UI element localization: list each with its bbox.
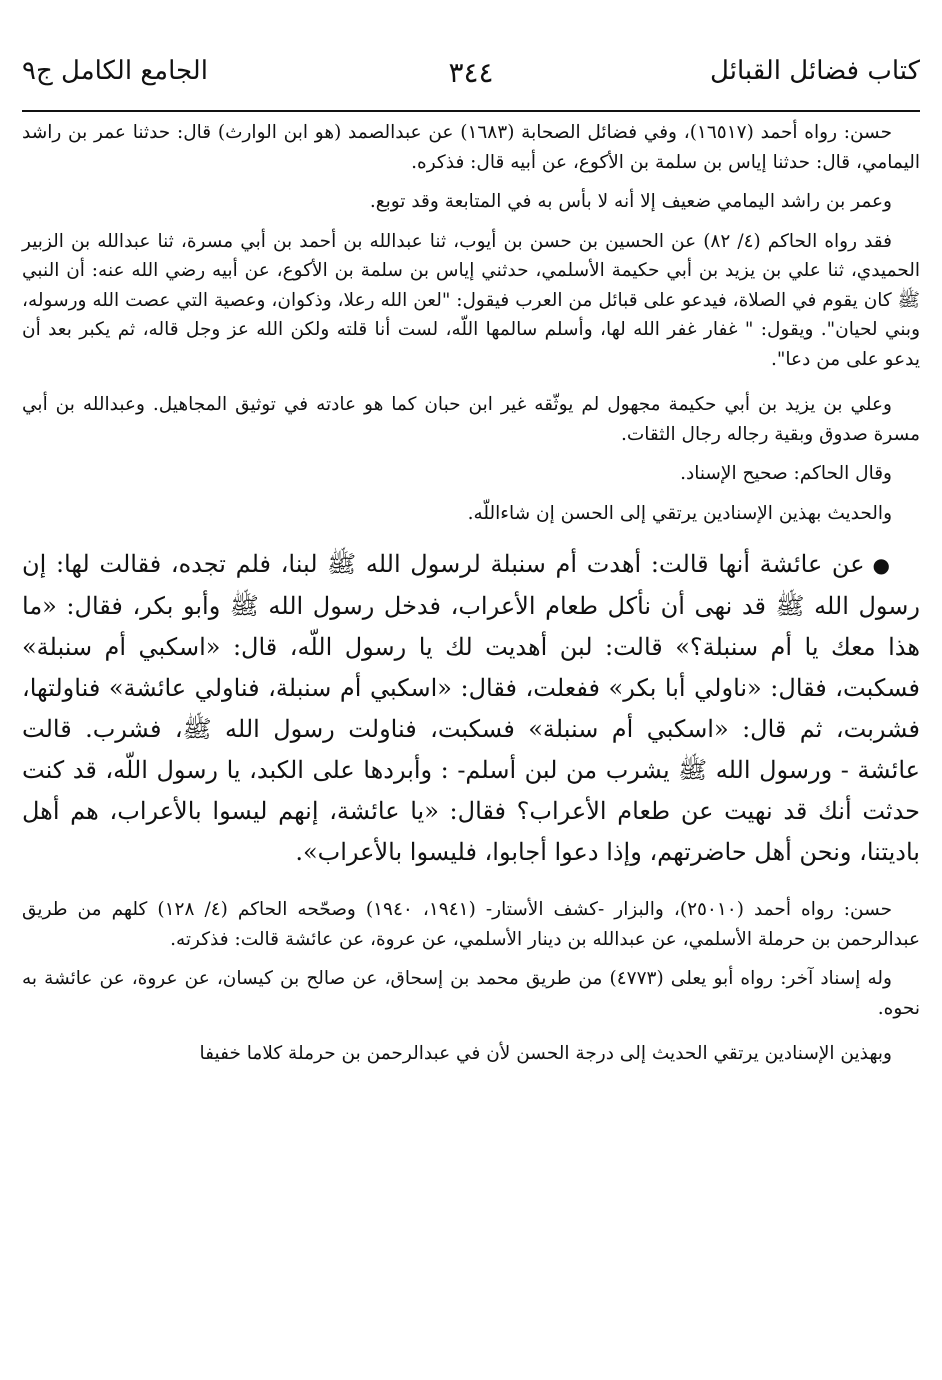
final-conclusion (22, 1039, 920, 1069)
narrator-paragraph: وعمر بن راشد اليمامي ضعيف إلا أنه لا بأس به في المتابعة وقد توبع. (369, 191, 892, 212)
other-isnad (22, 964, 920, 1023)
takhrij-paragraph-2: حسن: رواه أحمد (٢٥٠١٠)، والبزار -كشف الأستار- (١٩٤١، ١٩٤٠) وصحّحه الحاكم (٤/ ١٢٨) كلهم من طريق عبدالرحمن بن حرملة الأسلمي، عن عبدالله بن دينار الأسلمي، عن عروة، عن عائشة قالت: فذكرته. (22, 899, 920, 950)
header-rule (22, 110, 920, 112)
hakim-paragraph: فقد رواه الحاكم (٤/ ٨٢) عن الحسين بن حسن بن أيوب، ثنا عبدالله بن أحمد بن أبي مسرة، ثنا عبدالله بن الزبير الحميدي، ثنا علي بن يزيد بن أبي حكيمة الأسلمي، حدثني إياس بن سلمة بن الأكوع، عن أبيه رضي الله عنه: أن النبي ﷺ كان يقوم في الصلاة، فيدعو على قبائل من العرب فيقول: "لعن الله رعلا، وذكوان، وعصية التي عصت الله ورسوله، وبني لحيان". ويقول: " غفار غفر الله لها، وأسلم سالمها اللّه، لست أنا قلته ولكن الله عز وجل قاله، ثم يكبر بعد أن يدعو على من دعا". (22, 230, 920, 370)
book-title: كتاب فضائل القبائل (710, 56, 920, 86)
narrator-grading (22, 390, 920, 449)
final-conclusion-paragraph: وبهذين الإسنادين يرتقي الحديث إلى درجة الحسن لأن في عبدالرحمن بن حرملة كلاما خفيفا (199, 1043, 892, 1064)
grading-paragraph: وعلي بن يزيد بن أبي حكيمة مجهول لم يوثّقه غير ابن حبان كما هو عادته في توثيق المجاهيل. وعبدالله بن أبي مسرة صدوق وبقية رجاله رجال الثقات. (22, 394, 920, 445)
narrator-note (22, 187, 920, 217)
takhrij-note-2 (22, 895, 920, 954)
running-header (22, 52, 920, 102)
hakim-narration (22, 227, 920, 375)
hadith-paragraph (22, 544, 920, 873)
conclusion-paragraph: والحديث بهذين الإسنادين يرتقي إلى الحسن إن شاءاللّه. (467, 502, 892, 524)
takhrij-note (22, 118, 920, 177)
collection-title: الجامع الكامل ج٩ (22, 56, 208, 86)
page-number: ٣٤٤ (448, 56, 494, 89)
verdict-paragraph: وقال الحاكم: صحيح الإسناد. (680, 463, 892, 484)
other-isnad-paragraph: وله إسناد آخر: رواه أبو يعلى (٤٧٧٣) من طريق محمد بن إسحاق، عن صالح بن كيسان، عن عروة، عن عائشة به نحوه. (22, 968, 920, 1019)
hakim-verdict (22, 459, 920, 489)
hadith-body: عن عائشة أنها قالت: أهدت أم سنبلة لرسول الله ﷺ لبنا، فلم تجده، فقالت لها: إن رسول الله ﷺ قد نهى أن نأكل طعام الأعراب، فدخل رسول الله ﷺ وأبو بكر، فقال: «ما هذا معك يا أم سنبلة؟» قالت: لبن أهديت لك يا رسول اللّه، قال: «اسكبي أم سنبلة» فسكبت، فقال: «ناولي أبا بكر» ففعلت، فقال: «اسكبي أم سنبلة، فناولي عائشة» فناولتها، فشربت، ثم قال: «اسكبي أم سنبلة» فسكبت، فناولت رسول الله ﷺ، فشرب. قالت عائشة - ورسول الله ﷺ يشرب من لبن أسلم- : وأبردها على الكبد، يا رسول اللّه، قد كنت حدثت أنك قد نهيت عن طعام الأعراب؟ فقال: «يا عائشة، إنهم ليسوا بالأعراب، هم أهل باديتنا، ونحن أهل حاضرتهم، وإذا دعوا أجابوا، فليسوا بالأعراب». (22, 550, 920, 866)
takhrij-paragraph: حسن: رواه أحمد (١٦٥١٧)، وفي فضائل الصحابة (١٦٨٣) عن عبدالصمد (هو ابن الوارث) قال: حدثنا عمر بن راشد اليمامي، قال: حدثنا إياس بن سلمة بن الأكوع، عن أبيه قال: فذكره. (22, 122, 920, 173)
hadith-text (22, 544, 920, 873)
bullet-icon: ● (872, 553, 892, 577)
section-conclusion (22, 499, 920, 529)
page-body (22, 118, 920, 1380)
